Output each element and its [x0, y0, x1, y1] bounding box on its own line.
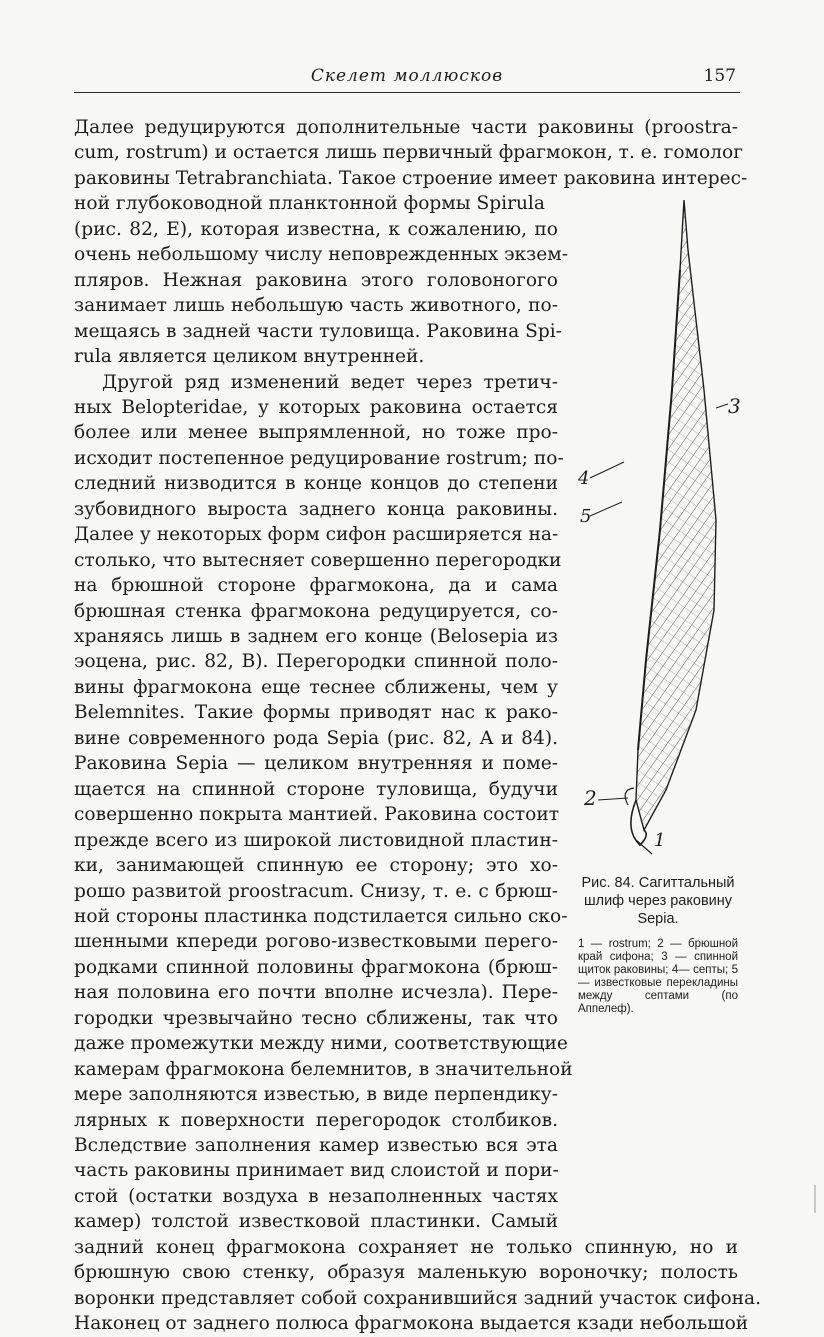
- text-line: брюшная стенка фрагмокона редуцируется, со-: [74, 601, 558, 622]
- figure-sepia-section: [576, 190, 746, 870]
- text-line: мере заполняются известью, в виде перпендику-: [74, 1084, 558, 1105]
- text-line: городки чрезвычайно тесно сближены, так что: [74, 1008, 558, 1029]
- text-line: зубовидного выроста заднего конца раковины.: [74, 499, 558, 520]
- text-line: Далее редуцируются дополнительные части раковины (proostra-: [74, 117, 738, 138]
- text-line: столько, что вытесняет совершенно перегородки: [74, 550, 562, 571]
- text-line: Belemnites. Такие формы приводят нас к рако-: [74, 702, 558, 723]
- text-line: Другой ряд изменений ведет через третич-: [102, 372, 558, 393]
- text-line: брюшную свою стенку, образуя маленькую вороночку; полость: [74, 1262, 738, 1283]
- text-line: ная половина его почти вполне исчезла). Пере-: [74, 982, 558, 1003]
- text-line: ной стороны пластинка подстилается сильно ско-: [74, 906, 568, 927]
- text-line: раковины Tetrabranchiata. Такое строение имеет раковина интерес-: [74, 168, 748, 189]
- text-line: занимает лишь небольшую часть животного, по-: [74, 295, 558, 316]
- text-line: родками спинной половины фрагмокона (брюш-: [74, 957, 558, 978]
- figure-label-5: 5: [580, 506, 592, 527]
- text-line: Раковина Sepia — целиком внутренняя и поме-: [74, 753, 558, 774]
- text-line: пляров. Нежная раковина этого головоногого: [74, 270, 558, 291]
- text-line: стой (остатки воздуха в незаполненных частях: [74, 1186, 558, 1207]
- text-line: храняясь лишь в заднем его конце (Belosepia из: [74, 626, 558, 647]
- text-line: эоцена, рис. 82, B). Перегородки спинной поло-: [74, 651, 558, 672]
- text-line: следний низводится в конце концов до степени: [74, 473, 558, 494]
- text-line: камер) толстой известковой пластинки. Самый: [74, 1211, 558, 1232]
- text-line: шенными кпереди рогово-известковыми перего-: [74, 931, 558, 952]
- page-header: [74, 64, 740, 93]
- figure-label-1: 1: [654, 830, 666, 851]
- text-line: cum, rostrum) и остается лишь первичный фрагмокон, т. е. гомолог: [74, 142, 743, 163]
- text-line: даже промежутки между ними, соответствующие: [74, 1033, 568, 1054]
- text-line: ных Belopteridae, у которых раковина остается: [74, 397, 558, 418]
- text-line: Далее у некоторых форм сифон расширяется на-: [74, 524, 559, 545]
- figure-label-4: 4: [578, 468, 590, 489]
- figure-legend: 1 — rostrum; 2 — брюшной край сифона; 3 — спинной щиток раковины; 4— септы; 5 — известковые перекладины между септами (по Аппелеф).: [578, 938, 738, 1015]
- text-line: мещаясь в задней части туловища. Раковина Spi-: [74, 321, 562, 342]
- figure-label-3: 3: [728, 394, 741, 418]
- text-line: часть раковины принимает вид слоистой и пори-: [74, 1160, 559, 1181]
- text-line: более или менее выпрямленной, но тоже про-: [74, 422, 558, 443]
- text-line: вины фрагмокона еще теснее сближены, чем у: [74, 677, 558, 698]
- text-line: щается на спинной стороне туловища, будучи: [74, 779, 558, 800]
- text-line: задний конец фрагмокона сохраняет не только спинную, но и: [74, 1237, 738, 1258]
- text-line: ной глубоководной планктонной формы Spirula: [74, 193, 545, 214]
- figure-caption: Рис. 84. Сагиттальный шлиф через раковину Sepia.: [581, 875, 735, 927]
- text-line: исходит постепенное редуцирование rostrum; по-: [74, 448, 564, 469]
- figure-label-2: 2: [584, 786, 597, 810]
- text-line: совершенно покрыта мантией. Раковина состоит: [74, 804, 560, 825]
- text-line: рошо развитой proostracum. Снизу, т. е. с брюш-: [74, 881, 558, 902]
- text-line: прежде всего из широкой листовидной пластин-: [74, 830, 558, 851]
- text-line: камерам фрагмокона белемнитов, в значительной: [74, 1059, 573, 1080]
- running-title: Скелет моллюсков: [310, 66, 504, 86]
- text-line: воронки представляет собой сохранившийся задний участок сифона.: [74, 1288, 762, 1309]
- page-edge-mark: [814, 1185, 816, 1213]
- text-line: Вследствие заполнения камер известью вся эта: [74, 1135, 558, 1156]
- text-line: (рис. 82, E), которая известна, к сожалению, по: [74, 219, 558, 240]
- text-line: rula является целиком внутренней.: [74, 346, 425, 367]
- text-line: лярных к поверхности перегородок столбиков.: [74, 1110, 558, 1131]
- text-line: на брюшной стороне фрагмокона, да и сама: [74, 575, 558, 596]
- shell-section-drawing: [576, 190, 746, 870]
- text-line: очень небольшому числу неповрежденных экзем-: [74, 244, 569, 265]
- text-line: вине современного рода Sepia (рис. 82, A и 84).: [74, 728, 558, 749]
- text-line: ки, занимающей спинную ее сторону; это хо-: [74, 855, 558, 876]
- text-line: Наконец от заднего полюса фрагмокона выдается кзади небольшой: [74, 1313, 749, 1334]
- page-number: 157: [703, 66, 736, 86]
